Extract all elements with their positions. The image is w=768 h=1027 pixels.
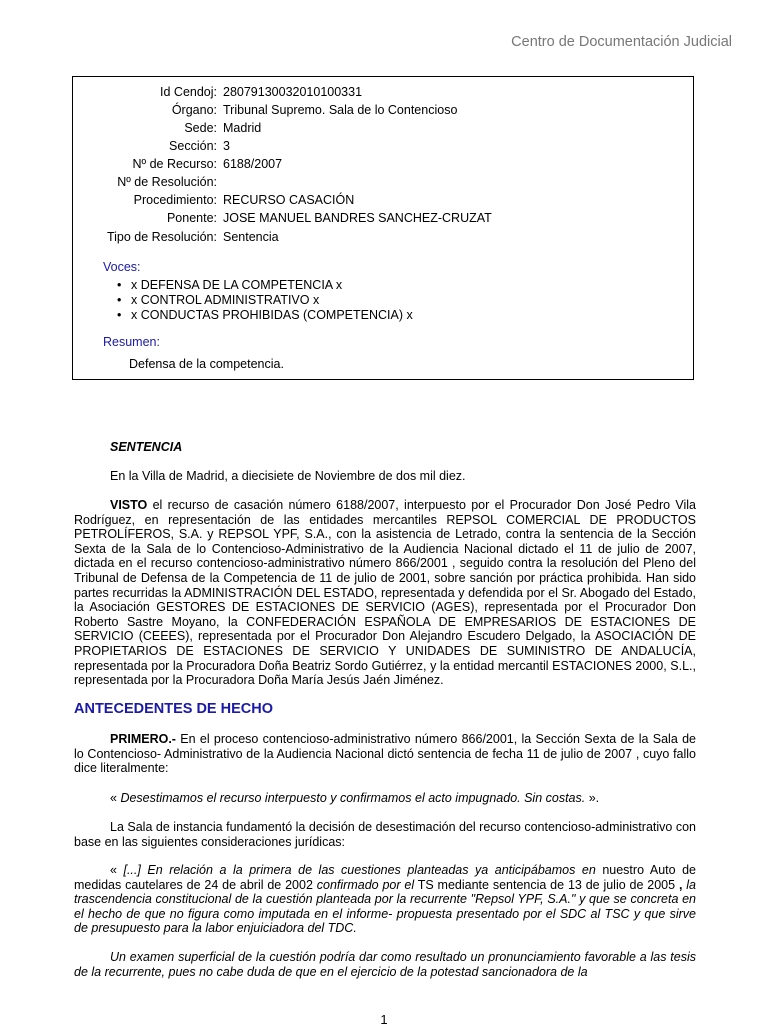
voces-item-text: x DEFENSA DE LA COMPETENCIA x: [131, 278, 343, 292]
quote1-f: ,: [678, 877, 687, 892]
meta-row: [73, 210, 492, 226]
fallo-paragraph: [74, 791, 696, 806]
meta-label: Nº de Recurso:: [132, 157, 217, 171]
meta-row: [73, 229, 279, 245]
meta-value: 3: [223, 139, 230, 153]
list-item: • x DEFENSA DE LA COMPETENCIA x: [117, 278, 343, 292]
quote1-g: la trascendencia constitucional de la cuestión planteada por la recurrente "Repsol YPF, S.A." y que se concreta en el hecho de que no figura como imputada en el informe- propuesta presentado por el SDC al TSC y que sirve de presupuesto para la labor enjuiciadora del TDC.: [74, 877, 697, 936]
meta-label: Ponente:: [166, 211, 217, 225]
fallo-text: Desestimamos el recurso interpuesto y confirmamos el acto impugnado. Sin costas.: [120, 791, 586, 805]
visto-paragraph: [74, 498, 696, 688]
meta-row: [73, 156, 282, 172]
meta-label: Sede:: [184, 121, 217, 135]
primero-paragraph: [74, 732, 696, 776]
quote2-text: Un examen superficial de la cuestión podría dar como resultado un pronunciamiento favorable a las tesis de la recurrente, pues no cabe duda de que en el ejercicio de la potestad sancionadora de la: [74, 950, 696, 979]
meta-row: [73, 174, 223, 190]
page-number: 1: [380, 1012, 388, 1027]
sentencia-title: SENTENCIA: [110, 440, 183, 454]
resumen-title: Resumen:: [103, 335, 160, 349]
fallo-close: ».: [585, 791, 600, 805]
quote1-c: nuestro Auto de medidas cautelares de 24 de abril de 2002: [74, 863, 696, 892]
quote1-open: «: [110, 863, 124, 877]
meta-label: Sección:: [169, 139, 217, 153]
quote1-d: confirmado por el: [316, 877, 415, 892]
meta-row: [73, 102, 457, 118]
meta-value: RECURSO CASACIÓN: [223, 193, 355, 207]
quote2-paragraph: [74, 950, 696, 979]
quote1-b: [...] En relación a la primera de las cuestiones planteadas ya anticipábamos en: [123, 863, 596, 877]
fallo-open: «: [110, 791, 121, 805]
header-title: Centro de Documentación Judicial: [511, 34, 732, 50]
sala-text: La Sala de instancia fundamentó la decisión de desestimación del recurso contencioso-administrativo con base en las siguientes consideraciones jurídicas:: [74, 820, 696, 849]
metadata-box: [72, 76, 694, 380]
meta-label: Procedimiento:: [133, 193, 217, 207]
quote1-e: TS mediante sentencia de 13 de julio de 2005: [414, 877, 679, 892]
visto-label: VISTO: [110, 498, 148, 512]
meta-row: [73, 192, 354, 208]
sala-paragraph: [74, 820, 696, 849]
meta-value: Tribunal Supremo. Sala de lo Contencioso: [223, 103, 458, 117]
list-item: • x CONDUCTAS PROHIBIDAS (COMPETENCIA) x: [117, 308, 413, 322]
meta-value: Madrid: [223, 121, 262, 135]
quote1-paragraph: [74, 863, 696, 936]
meta-label: Tipo de Resolución:: [106, 230, 217, 244]
voces-list: [117, 278, 413, 323]
meta-row: [73, 138, 230, 154]
meta-value: Sentencia: [223, 230, 279, 244]
primero-text: En el proceso contencioso-administrativo número 866/2001, la Sección Sexta de la Sala de lo Contencioso- Administrativo de la Audiencia Nacional dictó sentencia de fecha 11 de julio de 2007 , cuyo fallo dice literalmente:: [74, 732, 696, 776]
date-paragraph: [74, 469, 696, 484]
meta-value: 28079130032010100331: [223, 85, 363, 99]
primero-label: PRIMERO.-: [110, 732, 176, 746]
antecedentes-title: ANTECEDENTES DE HECHO: [74, 701, 273, 717]
date-line: En la Villa de Madrid, a diecisiete de Noviembre de dos mil diez.: [110, 469, 466, 483]
meta-label: Órgano:: [171, 103, 217, 117]
visto-text: el recurso de casación número 6188/2007, interpuesto por el Procurador Don José Pedro Vila Rodríguez, en representación de las entidades mercantiles REPSOL COMERCIAL DE PRODUCTOS PETROLÍFEROS, S.A. y REPSOL YPF, S.A., con la asistencia de Letrado, contra la sentencia de la Sección Sexta de la Sala de lo Contencioso-Administrativo de la Audiencia Nacional dictado el 11 de julio de 2007, dictada en el recurso contencioso-administrativo número 866/2001 , seguido contra la resolución del Pleno del Tribunal de Defensa de la Competencia de 11 de julio de 2001, sobre sanción por práctica prohibida. Han sido partes recurridas la ADMINISTRACIÓN DEL ESTADO, representada y defendida por el Sr. Abogado del Estado, la Asociación GESTORES DE ESTACIONES DE SERVICIO (AGES), representada por el Procurador Don Roberto Sastre Moyano, la CONFEDERACIÓN ESPAÑOLA DE EMPRESARIOS DE ESTACIONES DE SERVICIO (CEEES), representada por el Procurador Don Alejandro Escudero Delgado, la ASOCIACIÓN DE PROPIETARIOS DE ESTACIONES DE SERVICIO Y UNIDADES DE SUMINISTRO DE ANDALUCÍA, representada por la Procuradora Doña Beatriz Sordo Gutiérrez, y la entidad mercantil ESTACIONES 2000, S.L., representada por la Procuradora Doña María Jesús Jaén Jiménez.: [74, 498, 696, 688]
meta-row: [73, 120, 261, 136]
list-item: • x CONTROL ADMINISTRATIVO x: [117, 293, 320, 307]
meta-label: Nº de Resolución:: [117, 175, 217, 189]
meta-row: [73, 84, 362, 100]
voces-item-text: x CONTROL ADMINISTRATIVO x: [131, 293, 320, 307]
resumen-text: Defensa de la competencia.: [129, 357, 284, 371]
voces-title: Voces:: [103, 260, 141, 274]
voces-item-text: x CONDUCTAS PROHIBIDAS (COMPETENCIA) x: [131, 308, 413, 322]
meta-value: JOSE MANUEL BANDRES SANCHEZ-CRUZAT: [223, 211, 492, 225]
meta-label: Id Cendoj:: [160, 85, 217, 99]
meta-value: 6188/2007: [223, 157, 283, 171]
